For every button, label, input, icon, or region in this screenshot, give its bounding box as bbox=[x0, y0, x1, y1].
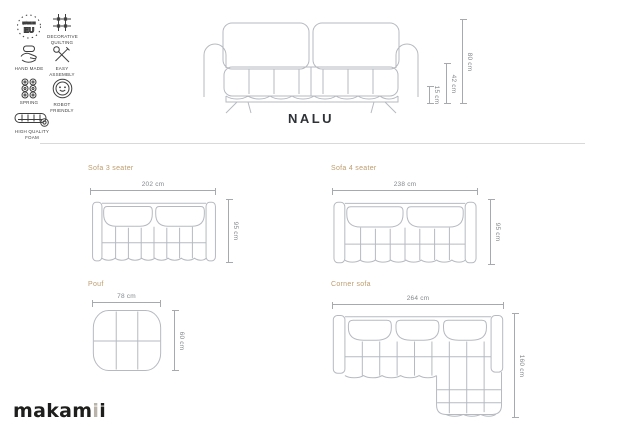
depth-dimension bbox=[490, 199, 501, 265]
depth-value: 60 cm bbox=[178, 331, 185, 350]
hand-made-icon bbox=[17, 44, 41, 65]
section-divider bbox=[40, 143, 585, 144]
pouf-top-view bbox=[92, 309, 162, 372]
sofa-4-seater-top-view bbox=[331, 199, 479, 265]
feature-label: EASY ASSEMBLY bbox=[49, 66, 75, 77]
robot-friendly-icon bbox=[51, 78, 74, 101]
total-height-dimension bbox=[462, 19, 473, 104]
depth-value: 95 cm bbox=[232, 221, 239, 241]
variant-title-corner-sofa: Corner sofa bbox=[331, 281, 371, 288]
depth-value: 160 cm bbox=[518, 354, 525, 377]
seat-height-dimension bbox=[446, 63, 457, 104]
total-height-value: 80 cm bbox=[466, 52, 473, 71]
corner-sofa-top-view bbox=[331, 312, 505, 418]
feature-label: HAND MADE bbox=[14, 66, 44, 71]
depth-dimension bbox=[228, 199, 239, 263]
leg-height-dimension bbox=[429, 85, 440, 105]
brand-logo-part2: i bbox=[92, 400, 100, 422]
quilting-icon bbox=[51, 12, 73, 33]
depth-value: 95 cm bbox=[494, 222, 501, 242]
seat-height-value: 42 cm bbox=[450, 74, 457, 93]
variant-title-sofa-4-seater: Sofa 4 seater bbox=[331, 165, 377, 172]
made-in-eu-icon bbox=[14, 12, 44, 41]
depth-dimension bbox=[514, 313, 525, 418]
feature-spring bbox=[12, 78, 46, 106]
product-title: NALU bbox=[287, 111, 335, 126]
width-value: 238 cm bbox=[393, 181, 417, 188]
feature-hand-made bbox=[12, 44, 46, 72]
easy-assembly-icon bbox=[51, 44, 73, 65]
feature-made-in-eu bbox=[12, 12, 46, 41]
feature-label: HIGH QUALITY FOAM bbox=[14, 129, 50, 140]
variant-title-sofa-3-seater: Sofa 3 seater bbox=[88, 165, 134, 172]
brand-logo-part1: makam bbox=[13, 400, 93, 422]
depth-dimension bbox=[174, 310, 185, 371]
brand-logo bbox=[13, 400, 106, 422]
feature-label: SPRING bbox=[19, 100, 39, 105]
leg-height-value: 15 cm bbox=[433, 85, 440, 105]
width-dimension bbox=[332, 181, 478, 191]
brand-logo-part3: i bbox=[99, 400, 107, 422]
width-dimension bbox=[90, 181, 216, 191]
feature-high-quality-foam bbox=[8, 111, 56, 140]
width-dimension bbox=[332, 295, 504, 305]
width-value: 202 cm bbox=[141, 181, 165, 188]
foam-icon bbox=[14, 111, 51, 128]
hero-sofa-drawing bbox=[195, 10, 427, 114]
feature-label: DECORATIVE QUILTING bbox=[47, 34, 78, 45]
width-dimension bbox=[92, 293, 161, 303]
feature-label: ROBOT FRIENDLY bbox=[50, 102, 74, 113]
sofa-3-seater-top-view bbox=[90, 199, 218, 263]
variant-title-pouf: Pouf bbox=[88, 281, 104, 288]
feature-robot-friendly bbox=[47, 78, 77, 113]
feature-easy-assembly bbox=[47, 44, 77, 77]
width-value: 78 cm bbox=[117, 293, 136, 300]
svg-text:MADE IN: MADE IN bbox=[22, 21, 36, 25]
spring-icon bbox=[17, 78, 41, 99]
width-value: 264 cm bbox=[406, 295, 430, 302]
feature-decorative-quilting bbox=[47, 12, 77, 45]
svg-text:EU: EU bbox=[23, 25, 35, 35]
